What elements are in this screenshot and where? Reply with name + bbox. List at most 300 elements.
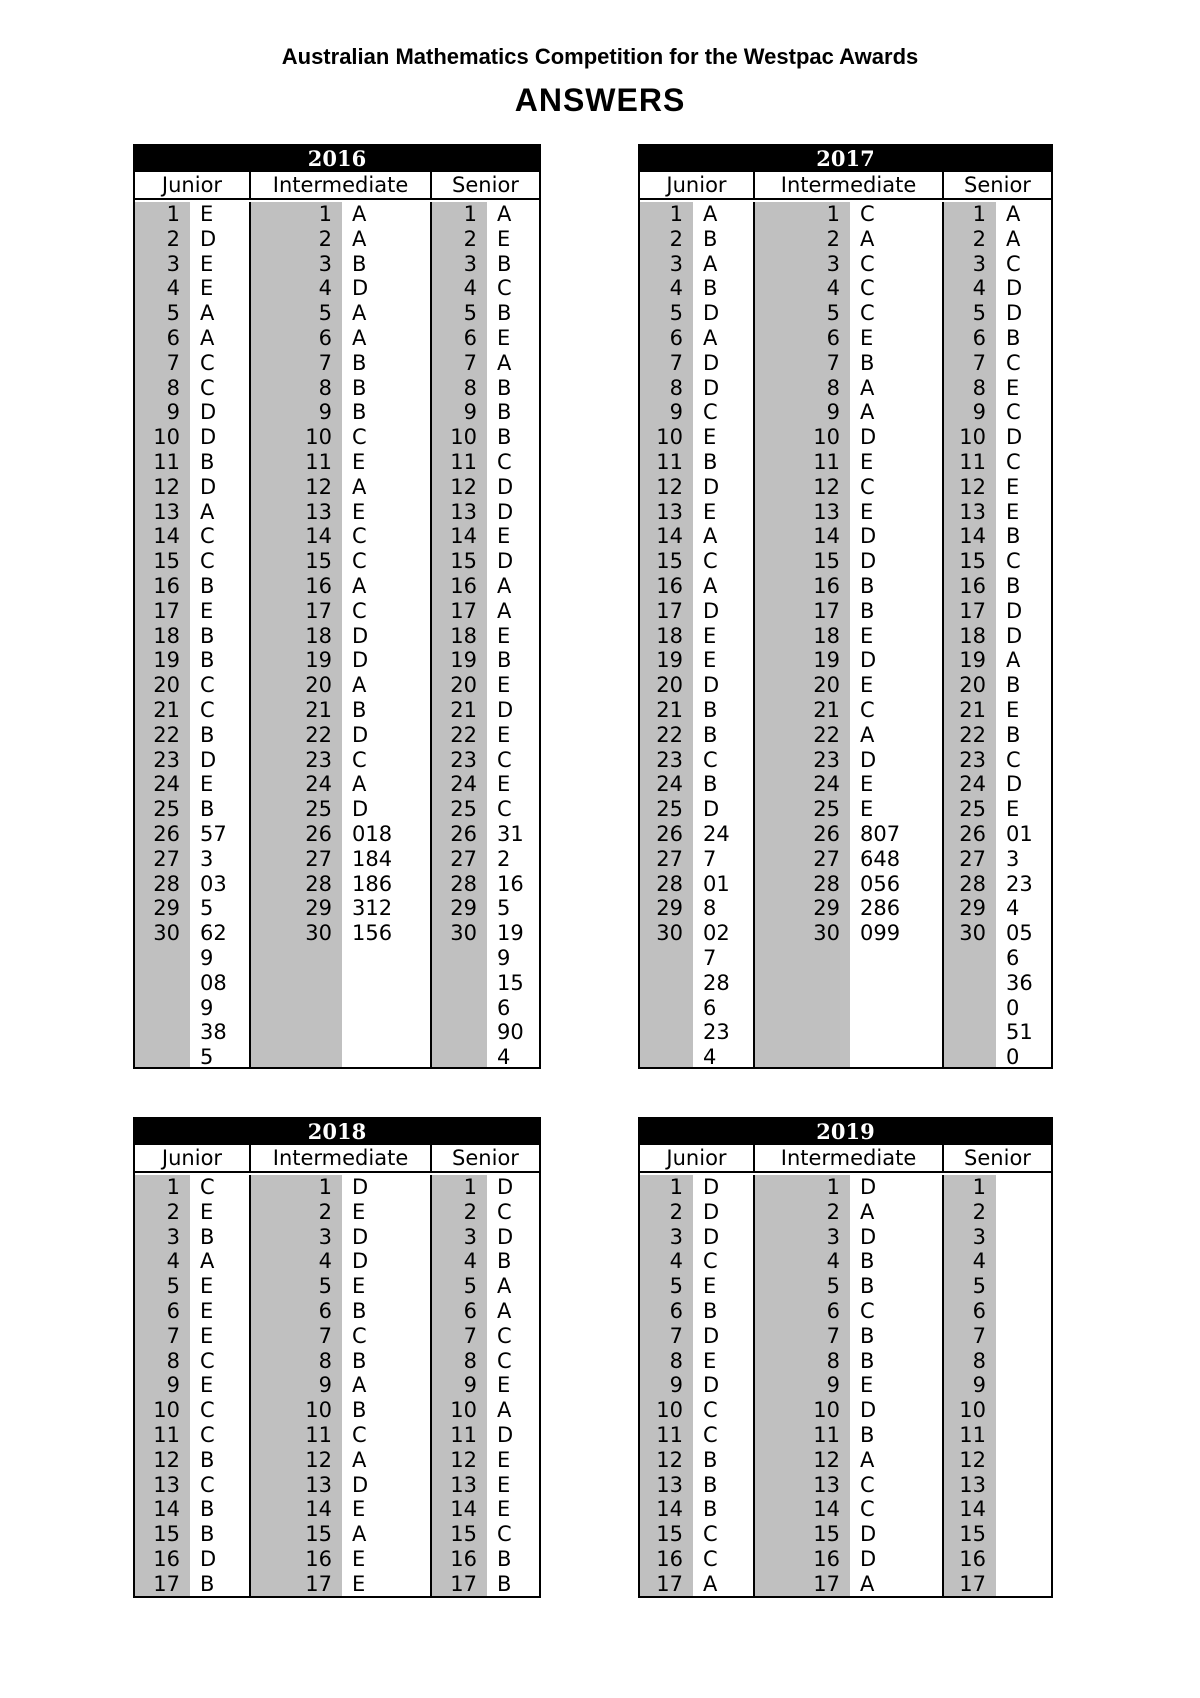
level-header-row bbox=[640, 172, 1051, 200]
answer-value: 3 bbox=[200, 846, 214, 871]
answer-value: C bbox=[200, 1398, 215, 1423]
answer-value: A bbox=[497, 1398, 512, 1423]
answer-value: D bbox=[860, 1522, 877, 1547]
answer-value: B bbox=[497, 375, 512, 400]
question-number: 13 bbox=[450, 1472, 477, 1497]
question-number: 3 bbox=[826, 251, 840, 276]
question-number: 9 bbox=[826, 1373, 840, 1398]
answer-value: D bbox=[860, 1398, 877, 1423]
question-number: 10 bbox=[813, 425, 840, 450]
level-label-intermediate: Intermediate bbox=[753, 172, 942, 198]
answer-value: E bbox=[200, 772, 214, 797]
question-number: 12 bbox=[450, 1447, 477, 1472]
question-number: 9 bbox=[166, 1373, 180, 1398]
answer-value: A bbox=[497, 573, 512, 598]
answer-value: A bbox=[352, 226, 367, 251]
question-number: 24 bbox=[656, 772, 683, 797]
answer-value: C bbox=[1006, 350, 1021, 375]
question-number: 11 bbox=[450, 449, 477, 474]
question-number: 15 bbox=[813, 549, 840, 574]
answer-value: B bbox=[200, 1571, 215, 1596]
answer-list bbox=[996, 1175, 1051, 1596]
senior-column bbox=[942, 1175, 1051, 1596]
answer-list bbox=[850, 202, 942, 1067]
question-number: 6 bbox=[826, 325, 840, 350]
question-number: 26 bbox=[450, 821, 477, 846]
question-numbers bbox=[135, 1175, 190, 1596]
answer-value: B bbox=[200, 449, 215, 474]
answer-value: D bbox=[352, 797, 369, 822]
level-label-junior: Junior bbox=[161, 173, 223, 197]
question-number: 7 bbox=[669, 350, 683, 375]
answer-value: B bbox=[200, 573, 215, 598]
answer-value: A bbox=[352, 673, 367, 698]
question-number: 14 bbox=[153, 524, 180, 549]
answer-value: E bbox=[200, 276, 214, 301]
answer-value: D bbox=[352, 1249, 369, 1274]
answer-value: D bbox=[860, 524, 877, 549]
question-number: 16 bbox=[305, 573, 332, 598]
answer-value: E bbox=[497, 1447, 511, 1472]
answer-value: B bbox=[860, 598, 875, 623]
question-number: 20 bbox=[656, 673, 683, 698]
answer-value: B bbox=[352, 697, 367, 722]
question-number: 6 bbox=[166, 1298, 180, 1323]
question-number: 2 bbox=[972, 1199, 986, 1224]
answer-value: 2 bbox=[497, 846, 511, 871]
answer-value: B bbox=[1006, 524, 1021, 549]
answers-table-2016 bbox=[133, 144, 541, 1069]
question-number: 11 bbox=[959, 1422, 986, 1447]
question-number: 1 bbox=[972, 202, 986, 226]
answer-value: C bbox=[200, 350, 215, 375]
answer-value: B bbox=[1006, 722, 1021, 747]
question-number: 17 bbox=[153, 598, 180, 623]
question-number: 22 bbox=[305, 722, 332, 747]
answer-value: E bbox=[860, 772, 874, 797]
question-number: 6 bbox=[972, 1298, 986, 1323]
intermediate-column bbox=[249, 1175, 430, 1596]
answer-value: 36 bbox=[1006, 970, 1033, 995]
answer-value: B bbox=[497, 301, 512, 326]
question-number: 10 bbox=[656, 425, 683, 450]
question-number: 9 bbox=[318, 400, 332, 425]
answer-list bbox=[487, 1175, 539, 1596]
answer-value: C bbox=[860, 251, 875, 276]
answer-value: 6 bbox=[497, 995, 511, 1020]
question-number: 14 bbox=[813, 524, 840, 549]
answer-value: B bbox=[1006, 325, 1021, 350]
answer-value: 0 bbox=[1006, 1045, 1020, 1070]
answer-value: C bbox=[352, 598, 367, 623]
question-number: 16 bbox=[153, 1546, 180, 1571]
question-number: 22 bbox=[450, 722, 477, 747]
answer-value: E bbox=[497, 673, 511, 698]
question-number: 7 bbox=[166, 350, 180, 375]
question-number: 16 bbox=[813, 573, 840, 598]
answer-value: D bbox=[1006, 276, 1023, 301]
answer-value: C bbox=[860, 276, 875, 301]
level-header-row bbox=[135, 1145, 539, 1173]
question-number: 15 bbox=[959, 1522, 986, 1547]
question-number: 1 bbox=[318, 202, 332, 226]
answer-columns bbox=[640, 202, 1051, 1070]
answer-value: 16 bbox=[497, 871, 524, 896]
answer-value: 28 bbox=[703, 970, 730, 995]
question-number: 12 bbox=[305, 1447, 332, 1472]
question-number: 27 bbox=[656, 846, 683, 871]
question-number: 5 bbox=[463, 1274, 477, 1299]
answer-value: B bbox=[200, 797, 215, 822]
answer-value: E bbox=[352, 499, 366, 524]
junior-column bbox=[640, 1175, 753, 1596]
answer-value: E bbox=[200, 1373, 214, 1398]
answer-value: B bbox=[703, 1472, 718, 1497]
answer-value: D bbox=[200, 400, 217, 425]
question-number: 21 bbox=[153, 697, 180, 722]
question-number: 11 bbox=[959, 449, 986, 474]
question-number: 8 bbox=[669, 375, 683, 400]
answer-value: A bbox=[497, 202, 512, 226]
question-number: 26 bbox=[153, 821, 180, 846]
answer-value: 01 bbox=[1006, 821, 1033, 846]
question-number: 27 bbox=[305, 846, 332, 871]
question-number: 10 bbox=[450, 1398, 477, 1423]
answer-value: B bbox=[497, 425, 512, 450]
answer-value: C bbox=[703, 1546, 718, 1571]
question-number: 29 bbox=[813, 896, 840, 921]
question-number: 18 bbox=[656, 623, 683, 648]
answer-value: C bbox=[200, 375, 215, 400]
question-number: 25 bbox=[959, 797, 986, 822]
question-number: 29 bbox=[153, 896, 180, 921]
answer-value: E bbox=[200, 1323, 214, 1348]
answer-value: 3 bbox=[1006, 846, 1020, 871]
question-number: 20 bbox=[305, 673, 332, 698]
answer-value: B bbox=[703, 226, 718, 251]
answer-value: E bbox=[497, 1373, 511, 1398]
answer-value: C bbox=[497, 1323, 512, 1348]
answer-value: B bbox=[497, 1546, 512, 1571]
question-number: 9 bbox=[318, 1373, 332, 1398]
answer-list bbox=[693, 1175, 753, 1596]
question-number: 13 bbox=[450, 499, 477, 524]
answer-value: 4 bbox=[703, 1045, 717, 1070]
answer-value: B bbox=[703, 697, 718, 722]
answer-value: D bbox=[860, 549, 877, 574]
answer-value: D bbox=[352, 1175, 369, 1199]
question-number: 27 bbox=[959, 846, 986, 871]
question-number: 24 bbox=[450, 772, 477, 797]
question-number: 8 bbox=[826, 1348, 840, 1373]
answer-value: D bbox=[860, 425, 877, 450]
question-number: 11 bbox=[305, 1422, 332, 1447]
answer-value: D bbox=[497, 697, 514, 722]
level-label-senior: Senior bbox=[942, 1145, 1051, 1171]
question-number: 12 bbox=[153, 1447, 180, 1472]
answer-value: B bbox=[703, 1298, 718, 1323]
answer-value: D bbox=[497, 499, 514, 524]
question-number: 27 bbox=[153, 846, 180, 871]
question-number: 13 bbox=[656, 1472, 683, 1497]
question-number: 14 bbox=[813, 1497, 840, 1522]
answer-value: A bbox=[703, 325, 718, 350]
question-number: 12 bbox=[656, 474, 683, 499]
answer-value: C bbox=[860, 1472, 875, 1497]
question-number: 14 bbox=[959, 524, 986, 549]
answer-value: D bbox=[200, 226, 217, 251]
answer-columns bbox=[135, 202, 539, 1070]
question-number: 15 bbox=[959, 549, 986, 574]
question-number: 9 bbox=[669, 1373, 683, 1398]
answer-value: 648 bbox=[860, 846, 901, 871]
answer-value: A bbox=[497, 1274, 512, 1299]
question-number: 19 bbox=[450, 648, 477, 673]
answer-value: 62 bbox=[200, 921, 227, 946]
question-number: 3 bbox=[463, 1224, 477, 1249]
question-number: 5 bbox=[972, 1274, 986, 1299]
answer-value: B bbox=[352, 1298, 367, 1323]
answer-value: E bbox=[352, 1199, 366, 1224]
question-number: 2 bbox=[826, 226, 840, 251]
question-number: 9 bbox=[826, 400, 840, 425]
answer-value: E bbox=[860, 623, 874, 648]
question-number: 7 bbox=[318, 1323, 332, 1348]
question-numbers bbox=[944, 1175, 996, 1596]
answer-value: D bbox=[703, 1175, 720, 1199]
answer-value: E bbox=[1006, 697, 1020, 722]
answer-value: D bbox=[703, 797, 720, 822]
answer-value: B bbox=[860, 1249, 875, 1274]
answer-value: C bbox=[860, 202, 875, 226]
answer-value: B bbox=[352, 350, 367, 375]
answer-value: D bbox=[860, 1546, 877, 1571]
question-number: 5 bbox=[669, 301, 683, 326]
answer-value: C bbox=[860, 697, 875, 722]
answer-value: E bbox=[352, 449, 366, 474]
answer-value: B bbox=[497, 1571, 512, 1596]
question-number: 17 bbox=[153, 1571, 180, 1596]
answer-value: B bbox=[860, 573, 875, 598]
answers-table-2018 bbox=[133, 1117, 541, 1598]
question-number: 27 bbox=[450, 846, 477, 871]
question-number: 16 bbox=[959, 573, 986, 598]
question-number: 3 bbox=[669, 1224, 683, 1249]
answer-value: 08 bbox=[200, 970, 227, 995]
question-number: 8 bbox=[463, 1348, 477, 1373]
answer-value: D bbox=[497, 1422, 514, 1447]
answer-value: C bbox=[200, 524, 215, 549]
answer-value: E bbox=[860, 325, 874, 350]
question-numbers bbox=[432, 202, 487, 1067]
answer-list bbox=[487, 202, 539, 1070]
answer-list bbox=[190, 1175, 249, 1596]
answer-columns bbox=[135, 1175, 539, 1596]
answer-value: E bbox=[497, 623, 511, 648]
question-number: 4 bbox=[463, 1249, 477, 1274]
question-number: 12 bbox=[656, 1447, 683, 1472]
question-number: 6 bbox=[669, 325, 683, 350]
question-number: 4 bbox=[826, 1249, 840, 1274]
answer-value: E bbox=[497, 1497, 511, 1522]
answer-value: B bbox=[200, 722, 215, 747]
answer-value: B bbox=[703, 276, 718, 301]
question-number: 18 bbox=[450, 623, 477, 648]
question-number: 4 bbox=[463, 276, 477, 301]
answer-value: B bbox=[860, 350, 875, 375]
question-number: 25 bbox=[305, 797, 332, 822]
question-number: 30 bbox=[656, 921, 683, 946]
question-number: 16 bbox=[153, 573, 180, 598]
question-number: 4 bbox=[318, 276, 332, 301]
answer-value: E bbox=[497, 772, 511, 797]
answer-value: C bbox=[200, 1422, 215, 1447]
answer-value: B bbox=[200, 1522, 215, 1547]
question-number: 21 bbox=[656, 697, 683, 722]
question-number: 1 bbox=[826, 202, 840, 226]
question-number: 14 bbox=[305, 524, 332, 549]
question-number: 30 bbox=[153, 921, 180, 946]
question-number: 7 bbox=[972, 350, 986, 375]
question-number: 13 bbox=[305, 499, 332, 524]
question-number: 21 bbox=[305, 697, 332, 722]
answer-value: B bbox=[1006, 573, 1021, 598]
answer-value: C bbox=[352, 1422, 367, 1447]
answer-value: A bbox=[703, 251, 718, 276]
answer-value: E bbox=[1006, 474, 1020, 499]
question-number: 30 bbox=[959, 921, 986, 946]
question-number: 20 bbox=[153, 673, 180, 698]
answer-value: D bbox=[703, 1199, 720, 1224]
question-number: 15 bbox=[153, 549, 180, 574]
question-number: 14 bbox=[959, 1497, 986, 1522]
answer-value: 186 bbox=[352, 871, 393, 896]
question-number: 17 bbox=[656, 1571, 683, 1596]
answer-value: D bbox=[703, 1224, 720, 1249]
level-label-senior: Senior bbox=[430, 1145, 539, 1171]
answer-value: A bbox=[860, 722, 875, 747]
question-number: 4 bbox=[669, 276, 683, 301]
answer-value: B bbox=[352, 375, 367, 400]
question-number: 16 bbox=[813, 1546, 840, 1571]
answer-value: B bbox=[352, 1398, 367, 1423]
question-number: 23 bbox=[153, 747, 180, 772]
answer-value: C bbox=[352, 524, 367, 549]
answer-value: A bbox=[497, 598, 512, 623]
question-number: 21 bbox=[813, 697, 840, 722]
question-number: 9 bbox=[972, 1373, 986, 1398]
question-number: 28 bbox=[153, 871, 180, 896]
question-number: 9 bbox=[166, 400, 180, 425]
senior-column bbox=[430, 202, 539, 1070]
question-numbers bbox=[755, 202, 850, 1067]
question-number: 2 bbox=[669, 226, 683, 251]
question-number: 12 bbox=[450, 474, 477, 499]
question-number: 22 bbox=[153, 722, 180, 747]
question-number: 1 bbox=[972, 1175, 986, 1199]
question-number: 10 bbox=[153, 1398, 180, 1423]
question-numbers bbox=[755, 1175, 850, 1596]
answer-value: D bbox=[703, 673, 720, 698]
question-number: 3 bbox=[318, 251, 332, 276]
question-number: 11 bbox=[813, 449, 840, 474]
answer-value: A bbox=[1006, 648, 1021, 673]
question-number: 25 bbox=[656, 797, 683, 822]
answer-value: A bbox=[200, 301, 215, 326]
answer-value: C bbox=[200, 673, 215, 698]
question-numbers bbox=[640, 1175, 693, 1596]
question-number: 23 bbox=[450, 747, 477, 772]
answer-value: B bbox=[703, 1447, 718, 1472]
answer-value: E bbox=[497, 722, 511, 747]
answer-value: 57 bbox=[200, 821, 227, 846]
question-number: 15 bbox=[305, 1522, 332, 1547]
question-number: 10 bbox=[153, 425, 180, 450]
question-number: 8 bbox=[826, 375, 840, 400]
question-number: 26 bbox=[656, 821, 683, 846]
answer-value: 9 bbox=[200, 945, 214, 970]
question-number: 30 bbox=[813, 921, 840, 946]
answer-value: D bbox=[703, 1373, 720, 1398]
senior-column bbox=[430, 1175, 539, 1596]
question-number: 16 bbox=[656, 573, 683, 598]
answer-value: D bbox=[352, 276, 369, 301]
question-numbers bbox=[251, 1175, 342, 1596]
question-number: 29 bbox=[959, 896, 986, 921]
question-number: 1 bbox=[463, 202, 477, 226]
answer-value: 018 bbox=[352, 821, 393, 846]
question-number: 3 bbox=[972, 1224, 986, 1249]
answer-value: 286 bbox=[860, 896, 901, 921]
question-number: 29 bbox=[450, 896, 477, 921]
answer-value: 19 bbox=[497, 921, 524, 946]
answer-value: 05 bbox=[1006, 921, 1033, 946]
question-number: 5 bbox=[826, 301, 840, 326]
answer-value: E bbox=[703, 499, 717, 524]
answer-value: 15 bbox=[497, 970, 524, 995]
question-number: 11 bbox=[153, 1422, 180, 1447]
question-number: 17 bbox=[450, 1571, 477, 1596]
question-number: 10 bbox=[305, 425, 332, 450]
question-number: 17 bbox=[305, 1571, 332, 1596]
answer-value: B bbox=[703, 1497, 718, 1522]
answer-value: A bbox=[352, 474, 367, 499]
answer-value: D bbox=[200, 474, 217, 499]
question-number: 1 bbox=[826, 1175, 840, 1199]
question-number: 6 bbox=[166, 325, 180, 350]
question-number: 30 bbox=[450, 921, 477, 946]
answer-value: 6 bbox=[703, 995, 717, 1020]
answer-value: C bbox=[200, 549, 215, 574]
answer-value: D bbox=[703, 1323, 720, 1348]
answer-value: C bbox=[1006, 747, 1021, 772]
question-number: 6 bbox=[318, 1298, 332, 1323]
question-number: 14 bbox=[656, 1497, 683, 1522]
answer-list bbox=[342, 202, 430, 1067]
answer-value: 5 bbox=[497, 896, 511, 921]
answer-value: D bbox=[352, 1224, 369, 1249]
question-number: 6 bbox=[669, 1298, 683, 1323]
question-number: 8 bbox=[669, 1348, 683, 1373]
question-number: 23 bbox=[656, 747, 683, 772]
answer-value: 31 bbox=[497, 821, 524, 846]
question-number: 25 bbox=[153, 797, 180, 822]
answer-value: E bbox=[497, 524, 511, 549]
question-number: 4 bbox=[669, 1249, 683, 1274]
question-number: 3 bbox=[318, 1224, 332, 1249]
question-number: 1 bbox=[463, 1175, 477, 1199]
question-number: 16 bbox=[450, 1546, 477, 1571]
